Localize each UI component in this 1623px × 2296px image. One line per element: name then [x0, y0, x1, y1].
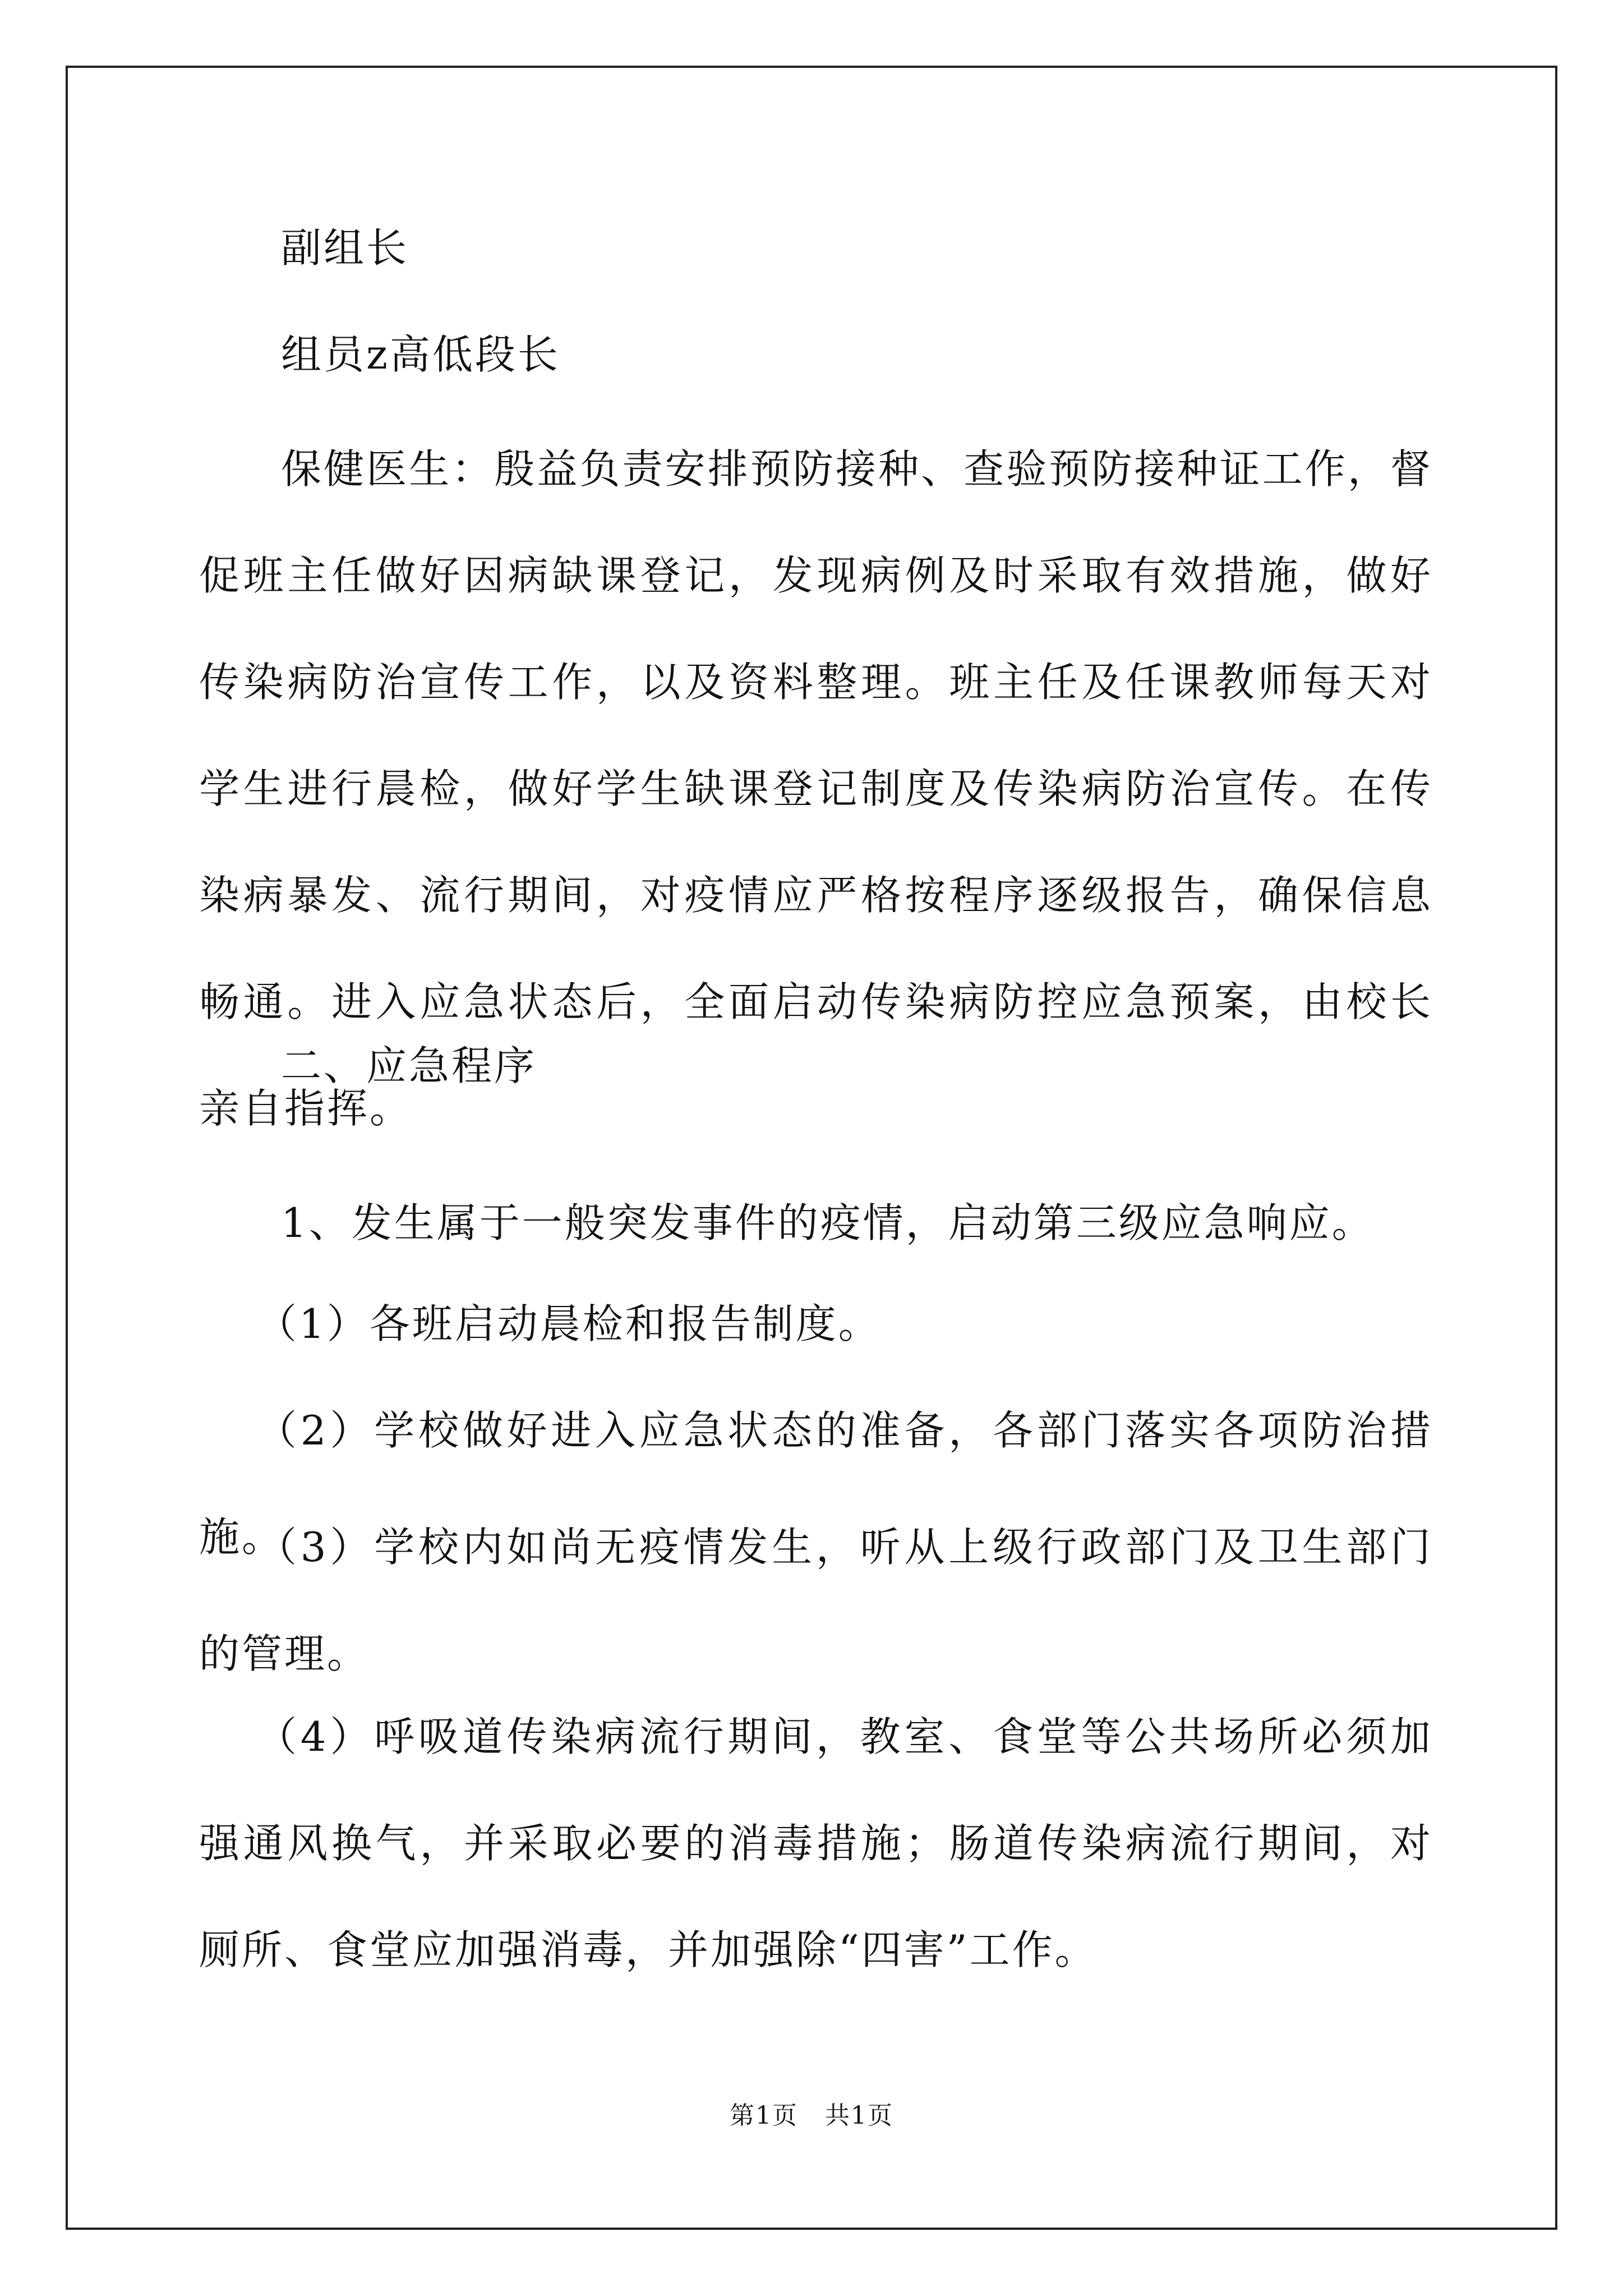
section-heading-emergency-procedure: 二、应急程序 [281, 1042, 537, 1089]
paragraph-step-1: 1、发生属于一般突发事件的疫情，启动第三级应急响应。 [281, 1199, 1375, 1246]
paragraph-item-4: （4）呼吸道传染病流行期间，教室、食堂等公共场所必须加强通风换气，并采取必要的消毒措施；肠道传染病流行期间，对厕所、食堂应加强消毒，并加强除“四害”工作。 [199, 1713, 1433, 1973]
paragraph-item-2: （2）学校做好进入应急状态的准备，各部门落实各项防治措施。 [199, 1407, 1433, 1561]
page-footer [0, 2095, 1623, 2131]
page-number: 第1页 [730, 2101, 798, 2130]
paragraph-item-3: （3）学校内如尚无疫情发生，听从上级行政部门及卫生部门的管理。 [199, 1524, 1433, 1677]
paragraph-item-1: （1）各班启动晨检和报告制度。 [256, 1300, 881, 1347]
paragraph-health-doctor: 保健医生：殷益负责安排预防接种、查验预防接种证工作，督促班主任做好因病缺课登记，发现病例及时采取有效措施，做好传染病防治宣传工作，以及资料整理。班主任及任课教师每天对学生进行晨检，做好学生缺课登记制度及传染病防治宣传。在传染病暴发、流行期间，对疫情应严格按程序逐级报告，确保信息畅通。进入应急状态后，全面启动传染病防控应急预案，由校长亲自指挥。 [199, 445, 1433, 1132]
page-total: 共1页 [825, 2101, 893, 2130]
paragraph-deputy-leader: 副组长 [281, 224, 409, 272]
paragraph-members: 组员z高低段长 [281, 331, 560, 378]
